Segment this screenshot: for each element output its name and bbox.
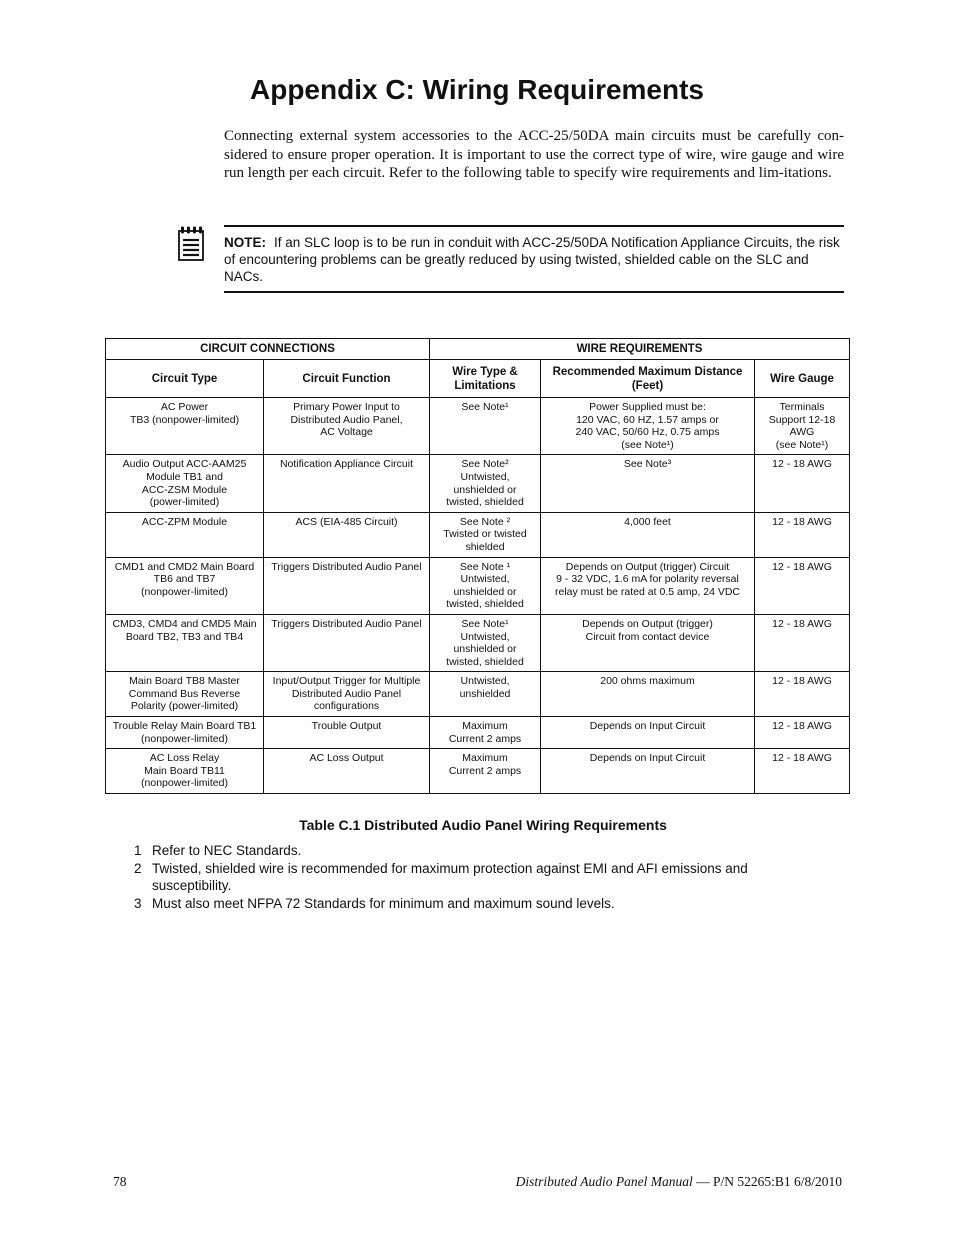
note-label: NOTE: (224, 235, 266, 250)
table-caption: Table C.1 Distributed Audio Panel Wiring Requirements (299, 817, 667, 833)
note-text: If an SLC loop is to be run in conduit with ACC-25/50DA Notification Appliance Circuits, the risk of encountering problems can be greatly reduced by using twisted, shielded cable on the SLC and NACs. (224, 235, 840, 284)
table-row (106, 398, 850, 455)
table-row (106, 614, 850, 671)
col-header-circuit-type: Circuit Type (106, 360, 264, 398)
intro-paragraph: Connecting external system accessories to the ACC-25/50DA main circuits must be carefully con-sidered to ensure proper operation. It is important to use the correct type of wire, wire gauge and wire run length per each circuit. Refer to the following table to specify wire requirements and lim-itations. (224, 128, 844, 182)
table-row (106, 749, 850, 794)
group-header-circuit-connections: CIRCUIT CONNECTIONS (106, 339, 430, 360)
footer-manual-info (516, 1174, 842, 1190)
col-header-wire-type: Wire Type & Limitations (430, 360, 541, 398)
table-cell: 12 - 18 AWG (755, 512, 850, 557)
table-cell: Depends on Output (trigger) Circuit from contact device (541, 614, 755, 671)
group-header-wire-requirements: WIRE REQUIREMENTS (430, 339, 850, 360)
table-cell: Depends on Input Circuit (541, 717, 755, 749)
table-cell: 12 - 18 AWG (755, 717, 850, 749)
table-cell: Triggers Distributed Audio Panel (264, 557, 430, 614)
table-cell: See Note² Untwisted, unshielded or twisted, shielded (430, 455, 541, 512)
table-cell: See Note ¹ Untwisted, unshielded or twisted, shielded (430, 557, 541, 614)
table-row (106, 557, 850, 614)
table-cell: Terminals Support 12-18 AWG (see Note¹) (755, 398, 850, 455)
table-cell: AC Loss Relay Main Board TB11 (nonpower-limited) (106, 749, 264, 794)
footnote (134, 895, 794, 913)
table-cell: CMD3, CMD4 and CMD5 Main Board TB2, TB3 and TB4 (106, 614, 264, 671)
table-cell: Input/Output Trigger for Multiple Distributed Audio Panel configurations (264, 672, 430, 717)
table-cell: Untwisted, unshielded (430, 672, 541, 717)
table-cell: Notification Appliance Circuit (264, 455, 430, 512)
wiring-requirements-table (105, 338, 850, 794)
footnote-number: 3 (134, 895, 142, 911)
table-cell: CMD1 and CMD2 Main Board TB6 and TB7 (nonpower-limited) (106, 557, 264, 614)
page-title: Appendix C: Wiring Requirements (250, 74, 705, 105)
col-header-circuit-function: Circuit Function (264, 360, 430, 398)
table-row (106, 512, 850, 557)
footer-part-info: — P/N 52265:B1 6/8/2010 (692, 1174, 842, 1189)
table-cell: Depends on Input Circuit (541, 749, 755, 794)
table-cell: 200 ohms maximum (541, 672, 755, 717)
table-cell: 12 - 18 AWG (755, 614, 850, 671)
table-cell: See Note¹ (430, 398, 541, 455)
table-cell: Audio Output ACC-AAM25 Module TB1 and ACC-ZSM Module (power-limited) (106, 455, 264, 512)
footnote (134, 842, 794, 860)
table-cell: 12 - 18 AWG (755, 672, 850, 717)
table-row (106, 455, 850, 512)
table-cell: 12 - 18 AWG (755, 557, 850, 614)
footnote-number: 1 (134, 843, 142, 858)
table-row (106, 717, 850, 749)
col-header-max-distance: Recommended Maximum Distance (Feet) (541, 360, 755, 398)
note-document-icon (176, 226, 206, 262)
table-cell: See Note³ (541, 455, 755, 512)
table-cell: Maximum Current 2 amps (430, 717, 541, 749)
table-cell: Depends on Output (trigger) Circuit 9 - 32 VDC, 1.6 mA for polarity reversal relay must be rated at 0.5 amp, 24 VDC (541, 557, 755, 614)
table-cell: Primary Power Input to Distributed Audio Panel, AC Voltage (264, 398, 430, 455)
table-cell: AC Loss Output (264, 749, 430, 794)
footer-manual-title: Distributed Audio Panel Manual (515, 1174, 693, 1189)
footnote-text: Twisted, shielded wire is recommended for maximum protection against EMI and AFI emissions and susceptibility. (152, 860, 748, 893)
table-cell: Trouble Output (264, 717, 430, 749)
footnote-text: Must also meet NFPA 72 Standards for minimum and maximum sound levels. (152, 895, 615, 911)
footnote (134, 860, 794, 895)
table-cell: 12 - 18 AWG (755, 749, 850, 794)
table-cell: Triggers Distributed Audio Panel (264, 614, 430, 671)
col-header-wire-gauge: Wire Gauge (755, 360, 850, 398)
footnote-text: Refer to NEC Standards. (152, 843, 302, 858)
table-cell: Main Board TB8 Master Command Bus Reverse Polarity (power-limited) (106, 672, 264, 717)
table-row (106, 672, 850, 717)
footnote-number: 2 (134, 860, 142, 876)
table-cell: AC Power TB3 (nonpower-limited) (106, 398, 264, 455)
table-cell: Trouble Relay Main Board TB1 (nonpower-limited) (106, 717, 264, 749)
table-cell: Maximum Current 2 amps (430, 749, 541, 794)
table-cell: ACC-ZPM Module (106, 512, 264, 557)
footnote-list (134, 842, 794, 912)
table-cell: 4,000 feet (541, 512, 755, 557)
table-cell: See Note ² Twisted or twisted shielded (430, 512, 541, 557)
table-cell: See Note¹ Untwisted, unshielded or twisted, shielded (430, 614, 541, 671)
note-box (224, 225, 844, 293)
table-cell: Power Supplied must be: 120 VAC, 60 HZ, 1.57 amps or 240 VAC, 50/60 Hz, 0.75 amps (see Note¹) (541, 398, 755, 455)
table-cell: 12 - 18 AWG (755, 455, 850, 512)
page-number: 78 (113, 1174, 127, 1189)
table-cell: ACS (EIA-485 Circuit) (264, 512, 430, 557)
